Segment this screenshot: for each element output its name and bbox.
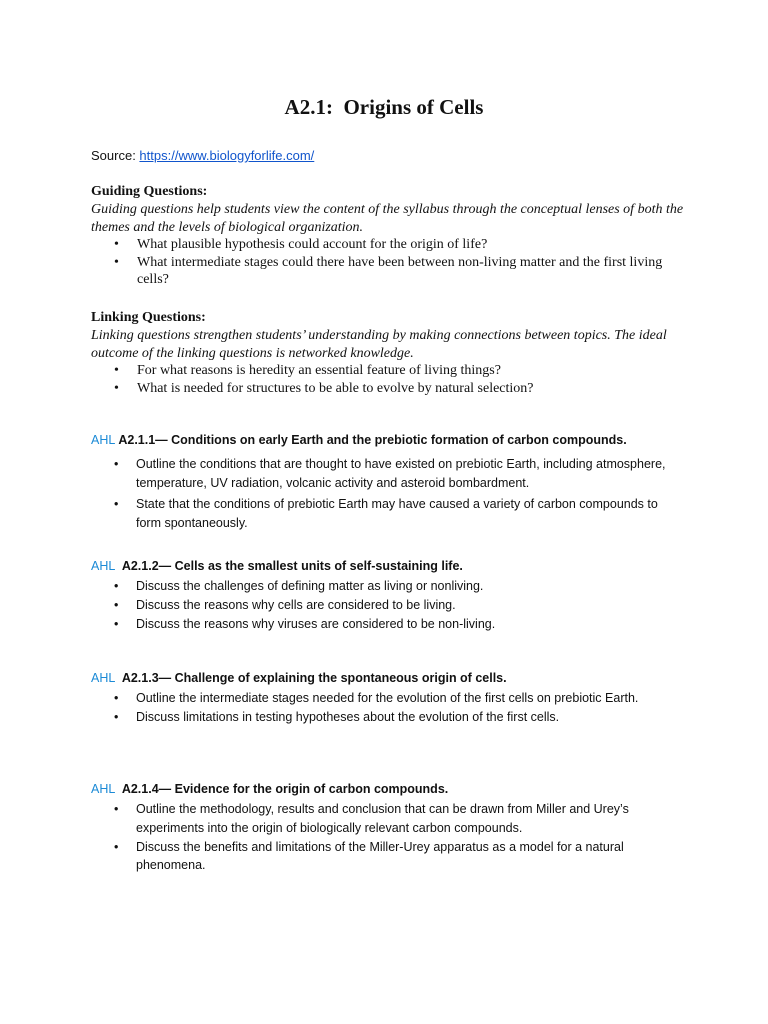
- section-title: A2.1.1— Conditions on early Earth and the prebiotic formation of carbon compounds.: [118, 433, 627, 447]
- section-heading: [91, 432, 681, 449]
- section-list: [91, 689, 681, 727]
- section-a2-1-2: [91, 558, 681, 634]
- linking-questions-description: Linking questions strengthen students’ understanding by making connections between topics. The ideal outcome of the linking questions is networked knowledge.: [91, 328, 667, 361]
- list-item: • Discuss the challenges of defining matter as living or nonliving.: [91, 577, 681, 596]
- guiding-questions-list: [91, 236, 691, 289]
- list-item: • For what reasons is heredity an essential feature of living things?: [91, 362, 691, 380]
- ahl-tag: AHL: [91, 671, 116, 685]
- ahl-tag: AHL: [91, 559, 116, 573]
- linking-questions-section: [91, 309, 691, 397]
- list-item: • Discuss the benefits and limitations of the Miller-Urey apparatus as a model for a natural phenomena.: [91, 838, 681, 875]
- list-item: • What is needed for structures to be able to evolve by natural selection?: [91, 380, 691, 398]
- list-item: • What plausible hypothesis could account for the origin of life?: [91, 236, 691, 254]
- section-a2-1-3: [91, 670, 681, 727]
- ahl-tag: AHL: [91, 782, 116, 796]
- list-item: • Outline the methodology, results and conclusion that can be drawn from Miller and Urey’s experiments into the origin of biologically relevant carbon compounds.: [91, 800, 681, 837]
- section-heading: [91, 670, 681, 687]
- section-title: A2.1.3— Challenge of explaining the spontaneous origin of cells.: [121, 671, 507, 685]
- linking-questions-list: [91, 362, 691, 397]
- list-item: • Discuss limitations in testing hypotheses about the evolution of the first cells.: [91, 708, 681, 727]
- guiding-questions-description: Guiding questions help students view the content of the syllabus through the conceptual lenses of both the themes and the levels of biological organization.: [91, 202, 684, 235]
- source-link[interactable]: https://www.biologyforlife.com/: [139, 148, 315, 163]
- list-item: • Discuss the reasons why viruses are considered to be non-living.: [91, 615, 681, 634]
- section-title: A2.1.2— Cells as the smallest units of self-sustaining life.: [121, 559, 463, 573]
- guiding-questions-heading: Guiding Questions:: [91, 184, 208, 199]
- section-heading: [91, 558, 681, 575]
- section-title: A2.1.4— Evidence for the origin of carbon compounds.: [121, 782, 449, 796]
- section-a2-1-1: [91, 432, 681, 535]
- linking-questions-heading: Linking Questions:: [91, 310, 206, 325]
- list-item: • What intermediate stages could there have been between non-living matter and the first living cells?: [91, 254, 691, 289]
- section-list: [91, 577, 681, 634]
- page-title: A2.1: Origins of Cells: [284, 95, 484, 119]
- list-item: • State that the conditions of prebiotic Earth may have caused a variety of carbon compounds to form spontaneously.: [91, 495, 681, 532]
- section-list: [91, 800, 681, 875]
- list-item: • Outline the conditions that are thought to have existed on prebiotic Earth, including atmosphere, temperature, UV radiation, volcanic activity and asteroid bombardment.: [91, 455, 681, 492]
- source-label: Source:: [91, 148, 140, 163]
- ahl-tag: AHL: [91, 433, 116, 447]
- list-item: • Outline the intermediate stages needed for the evolution of the first cells on prebiotic Earth.: [91, 689, 681, 708]
- guiding-questions-section: [91, 183, 691, 289]
- section-a2-1-4: [91, 781, 681, 875]
- section-list: [91, 455, 681, 532]
- list-item: • Discuss the reasons why cells are considered to be living.: [91, 596, 681, 615]
- source-line: [91, 148, 314, 163]
- section-heading: [91, 781, 681, 798]
